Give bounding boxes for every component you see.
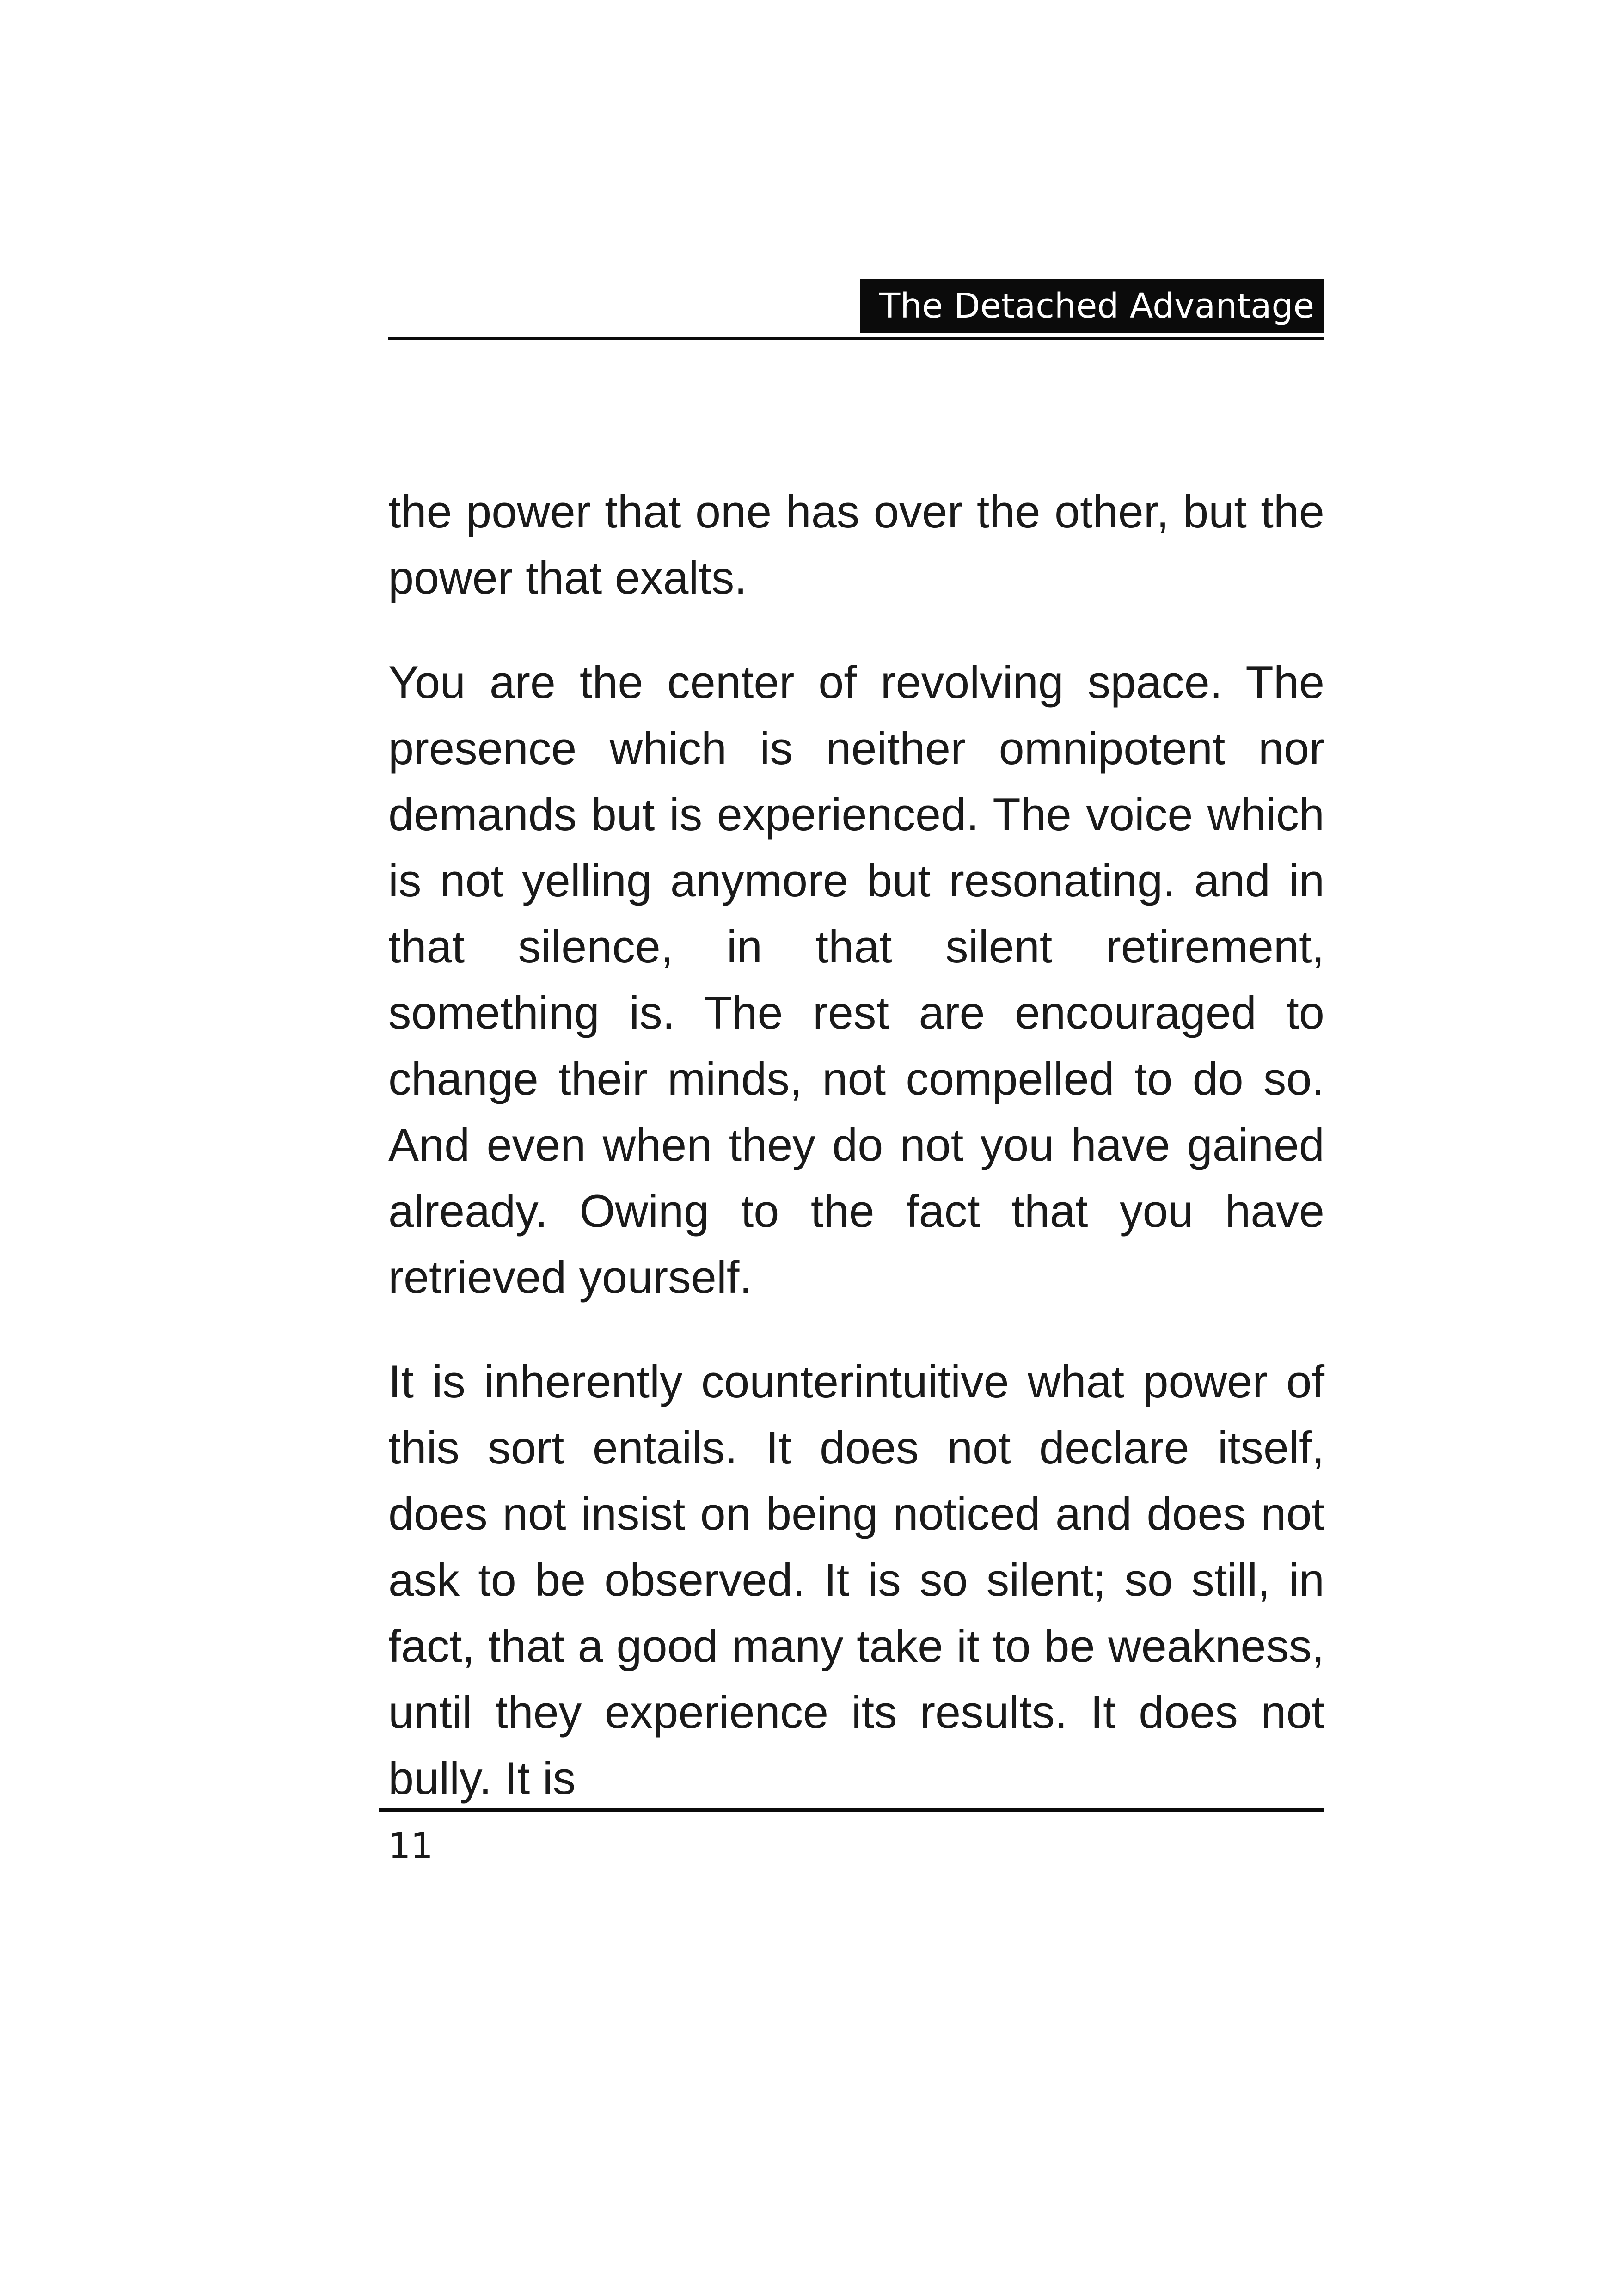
- paragraph: It is inherently counterintuitive what power of this sort entails. It does not declare itself, does not insist on being noticed and does not ask to be observed. It is so silent; so still, in fact, that a good many take it to be weakness, until they experience its results. It does not bully. It is: [388, 1356, 1324, 1804]
- running-header-title: The Detached Advantage: [860, 279, 1324, 333]
- paragraph: the power that one has over the other, but the power that exalts.: [388, 486, 1324, 603]
- paragraph: You are the center of revolving space. The presence which is neither omnipotent nor demands but is experienced. The voice which is not yelling anymore but resonating. and in that silence, in that silent retirement, something is. The rest are encouraged to change their minds, not compelled to do so. And even when they do not you have gained already. Owing to the fact that you have retrieved yourself.: [388, 656, 1324, 1303]
- header-rule: [388, 337, 1324, 340]
- page-number: 11: [388, 1825, 433, 1866]
- footer-rule: [379, 1808, 1324, 1812]
- page-body: [388, 478, 1324, 1849]
